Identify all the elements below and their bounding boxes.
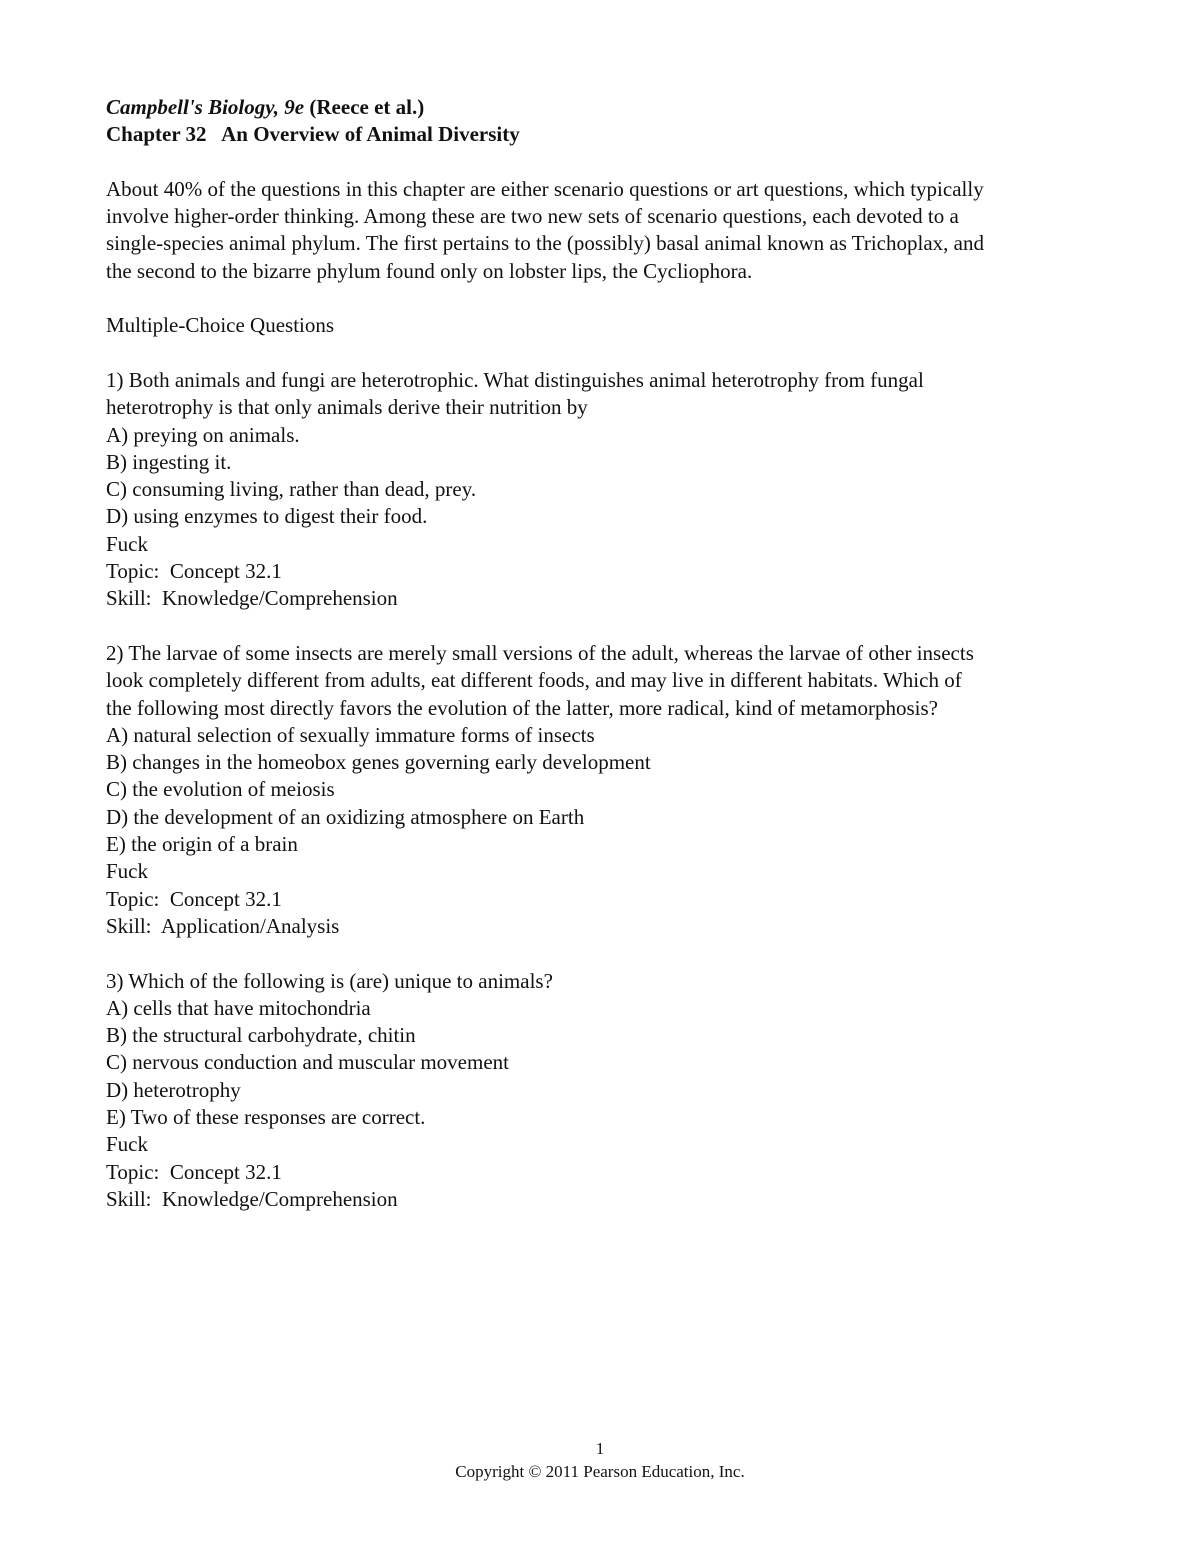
book-title-line	[106, 94, 1106, 121]
question-stem-line: the following most directly favors the evolution of the latter, more radical, kind of metamorphosis?	[106, 695, 938, 720]
answer-option-c: C) consuming living, rather than dead, prey.	[106, 477, 477, 502]
answer-option-a: A) cells that have mitochondria	[106, 995, 371, 1020]
answer-option-d: D) using enzymes to digest their food.	[106, 504, 428, 529]
answer-option-d: D) the development of an oxidizing atmosphere on Earth	[106, 804, 585, 829]
question-skill: Skill: Knowledge/Comprehension	[106, 1186, 398, 1211]
question-skill: Skill: Application/Analysis	[106, 913, 340, 938]
chapter-title: Chapter 32 An Overview of Animal Diversity	[106, 122, 520, 147]
book-title: Campbell's Biology, 9e	[106, 95, 305, 119]
section-title: Multiple-Choice Questions	[106, 313, 335, 338]
question-stem-line: look completely different from adults, eat different foods, and may live in different habitats. Which of	[106, 668, 962, 693]
question-stem-line: 3) Which of the following is (are) unique to animals?	[106, 968, 553, 993]
answer-option-a: A) natural selection of sexually immature forms of insects	[106, 722, 595, 747]
question-3	[106, 968, 1106, 1214]
answer-option-c: C) nervous conduction and muscular movement	[106, 1050, 509, 1075]
answer-option-b: B) ingesting it.	[106, 449, 232, 474]
answer-option-b: B) changes in the homeobox genes governing early development	[106, 750, 651, 775]
spacer	[106, 149, 1106, 176]
question-topic: Topic: Concept 32.1	[106, 886, 282, 911]
intro-line: single-species animal phylum. The first pertains to the (possibly) basal animal known as Trichoplax, and	[106, 231, 984, 256]
answer-option-e: E) Two of these responses are correct.	[106, 1104, 426, 1129]
question-topic: Topic: Concept 32.1	[106, 559, 282, 584]
question-1	[106, 367, 1106, 613]
page-number: 1	[595, 1439, 605, 1458]
question-stem-line: heterotrophy is that only animals derive their nutrition by	[106, 395, 588, 420]
question-topic: Topic: Concept 32.1	[106, 1159, 282, 1184]
book-authors: (Reece et al.)	[304, 95, 425, 119]
answer-key: Fuck	[106, 531, 148, 556]
intro-paragraph	[106, 176, 1106, 285]
answer-option-e: E) the origin of a brain	[106, 832, 298, 857]
question-skill: Skill: Knowledge/Comprehension	[106, 586, 398, 611]
copyright-notice: Copyright © 2011 Pearson Education, Inc.	[455, 1462, 745, 1481]
answer-key: Fuck	[106, 859, 148, 884]
answer-option-a: A) preying on animals.	[106, 422, 300, 447]
answer-key: Fuck	[106, 1132, 148, 1157]
answer-option-d: D) heterotrophy	[106, 1077, 241, 1102]
question-2	[106, 640, 1106, 940]
spacer	[106, 285, 1106, 312]
page-content	[106, 94, 1106, 1213]
spacer	[106, 940, 1106, 967]
question-stem-line: 2) The larvae of some insects are merely small versions of the adult, whereas the larvae of other insects	[106, 640, 974, 665]
spacer	[106, 613, 1106, 640]
answer-option-c: C) the evolution of meiosis	[106, 777, 335, 802]
answer-option-b: B) the structural carbohydrate, chitin	[106, 1023, 416, 1048]
question-stem-line: 1) Both animals and fungi are heterotrophic. What distinguishes animal heterotrophy from fungal	[106, 367, 924, 392]
intro-line: the second to the bizarre phylum found only on lobster lips, the Cycliophora.	[106, 258, 753, 283]
spacer	[106, 340, 1106, 367]
intro-line: involve higher-order thinking. Among these are two new sets of scenario questions, each devoted to a	[106, 204, 959, 229]
intro-line: About 40% of the questions in this chapter are either scenario questions or art questions, which typically	[106, 176, 984, 201]
